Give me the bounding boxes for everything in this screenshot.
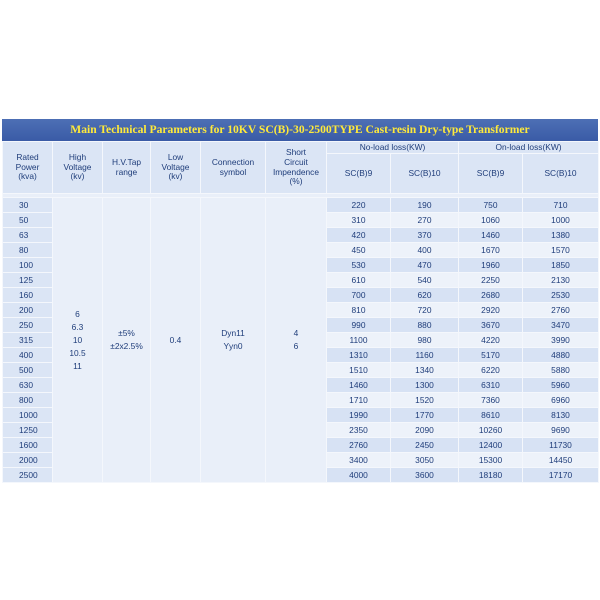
header-on-load-scb9: SC(B)9 (459, 154, 523, 194)
on-load-scb9-cell: 7360 (459, 393, 523, 408)
rated-power-cell: 1250 (3, 423, 53, 438)
on-load-scb10-cell: 4880 (523, 348, 599, 363)
rated-power-cell: 500 (3, 363, 53, 378)
header-connection-symbol: Connection symbol (201, 142, 266, 194)
no-load-scb10-cell: 270 (391, 213, 459, 228)
header-short-circuit-impedance: Short Circuit Impendence (%) (266, 142, 327, 194)
no-load-scb10-cell: 1340 (391, 363, 459, 378)
table-row (3, 198, 599, 213)
no-load-scb10-cell: 400 (391, 243, 459, 258)
on-load-scb10-cell: 9690 (523, 423, 599, 438)
on-load-scb10-cell: 2130 (523, 273, 599, 288)
header-low-voltage: Low Voltage (kv) (151, 142, 201, 194)
header-no-load-scb9: SC(B)9 (327, 154, 391, 194)
no-load-scb9-cell: 450 (327, 243, 391, 258)
no-load-scb9-cell: 610 (327, 273, 391, 288)
on-load-scb10-cell: 1570 (523, 243, 599, 258)
no-load-scb10-cell: 3600 (391, 468, 459, 483)
on-load-scb10-cell: 3990 (523, 333, 599, 348)
on-load-scb9-cell: 4220 (459, 333, 523, 348)
rated-power-cell: 400 (3, 348, 53, 363)
impedance-cell: 4 6 (266, 198, 327, 483)
no-load-scb9-cell: 220 (327, 198, 391, 213)
rated-power-cell: 200 (3, 303, 53, 318)
header-no-load-scb10: SC(B)10 (391, 154, 459, 194)
no-load-scb9-cell: 3400 (327, 453, 391, 468)
header-high-voltage: High Voltage (kv) (53, 142, 103, 194)
header-hv-tap-range: H.V.Tap range (103, 142, 151, 194)
rated-power-cell: 63 (3, 228, 53, 243)
no-load-scb10-cell: 540 (391, 273, 459, 288)
no-load-scb9-cell: 1460 (327, 378, 391, 393)
on-load-scb10-cell: 17170 (523, 468, 599, 483)
on-load-scb9-cell: 2680 (459, 288, 523, 303)
on-load-scb9-cell: 6310 (459, 378, 523, 393)
rated-power-cell: 315 (3, 333, 53, 348)
spec-sheet (2, 119, 598, 479)
no-load-scb10-cell: 3050 (391, 453, 459, 468)
no-load-scb10-cell: 880 (391, 318, 459, 333)
on-load-scb10-cell: 5960 (523, 378, 599, 393)
on-load-scb9-cell: 1670 (459, 243, 523, 258)
no-load-scb10-cell: 1160 (391, 348, 459, 363)
on-load-scb10-cell: 2530 (523, 288, 599, 303)
on-load-scb10-cell: 14450 (523, 453, 599, 468)
spec-table (2, 141, 599, 483)
table-title: Main Technical Parameters for 10KV SC(B)-30-2500TYPE Cast-resin Dry-type Transformer (2, 119, 598, 141)
on-load-scb10-cell: 3470 (523, 318, 599, 333)
rated-power-cell: 160 (3, 288, 53, 303)
rated-power-cell: 50 (3, 213, 53, 228)
rated-power-cell: 250 (3, 318, 53, 333)
rated-power-cell: 1000 (3, 408, 53, 423)
rated-power-cell: 630 (3, 378, 53, 393)
no-load-scb9-cell: 1990 (327, 408, 391, 423)
no-load-scb10-cell: 1520 (391, 393, 459, 408)
no-load-scb10-cell: 190 (391, 198, 459, 213)
on-load-scb9-cell: 1960 (459, 258, 523, 273)
low-voltage-cell: 0.4 (151, 198, 201, 483)
on-load-scb10-cell: 1000 (523, 213, 599, 228)
header-rated-power: Rated Power (kva) (3, 142, 53, 194)
header-on-load-loss: On-load loss(KW) (459, 142, 599, 154)
no-load-scb9-cell: 1510 (327, 363, 391, 378)
hv-tap-range-cell: ±5% ±2x2.5% (103, 198, 151, 483)
on-load-scb9-cell: 750 (459, 198, 523, 213)
on-load-scb9-cell: 3670 (459, 318, 523, 333)
rated-power-cell: 800 (3, 393, 53, 408)
no-load-scb10-cell: 980 (391, 333, 459, 348)
table-body (3, 194, 599, 483)
on-load-scb9-cell: 5170 (459, 348, 523, 363)
no-load-scb10-cell: 2090 (391, 423, 459, 438)
on-load-scb9-cell: 8610 (459, 408, 523, 423)
on-load-scb9-cell: 10260 (459, 423, 523, 438)
high-voltage-cell: 6 6.3 10 10.5 11 (53, 198, 103, 483)
header-on-load-scb10: SC(B)10 (523, 154, 599, 194)
rated-power-cell: 100 (3, 258, 53, 273)
on-load-scb9-cell: 1060 (459, 213, 523, 228)
on-load-scb10-cell: 1380 (523, 228, 599, 243)
rated-power-cell: 2000 (3, 453, 53, 468)
rated-power-cell: 80 (3, 243, 53, 258)
on-load-scb10-cell: 710 (523, 198, 599, 213)
no-load-scb10-cell: 2450 (391, 438, 459, 453)
no-load-scb10-cell: 470 (391, 258, 459, 273)
rated-power-cell: 2500 (3, 468, 53, 483)
on-load-scb10-cell: 6960 (523, 393, 599, 408)
on-load-scb10-cell: 11730 (523, 438, 599, 453)
no-load-scb10-cell: 370 (391, 228, 459, 243)
connection-symbol-cell: Dyn11 Yyn0 (201, 198, 266, 483)
no-load-scb9-cell: 4000 (327, 468, 391, 483)
no-load-scb9-cell: 1310 (327, 348, 391, 363)
header-no-load-loss: No-load loss(KW) (327, 142, 459, 154)
no-load-scb9-cell: 530 (327, 258, 391, 273)
no-load-scb9-cell: 2350 (327, 423, 391, 438)
no-load-scb9-cell: 810 (327, 303, 391, 318)
no-load-scb10-cell: 1300 (391, 378, 459, 393)
on-load-scb10-cell: 2760 (523, 303, 599, 318)
no-load-scb9-cell: 700 (327, 288, 391, 303)
no-load-scb9-cell: 1100 (327, 333, 391, 348)
no-load-scb10-cell: 1770 (391, 408, 459, 423)
no-load-scb9-cell: 310 (327, 213, 391, 228)
on-load-scb9-cell: 12400 (459, 438, 523, 453)
on-load-scb9-cell: 6220 (459, 363, 523, 378)
on-load-scb9-cell: 15300 (459, 453, 523, 468)
rated-power-cell: 30 (3, 198, 53, 213)
on-load-scb9-cell: 2250 (459, 273, 523, 288)
rated-power-cell: 125 (3, 273, 53, 288)
no-load-scb9-cell: 2760 (327, 438, 391, 453)
no-load-scb9-cell: 420 (327, 228, 391, 243)
no-load-scb9-cell: 990 (327, 318, 391, 333)
on-load-scb10-cell: 8130 (523, 408, 599, 423)
on-load-scb10-cell: 1850 (523, 258, 599, 273)
on-load-scb10-cell: 5880 (523, 363, 599, 378)
on-load-scb9-cell: 2920 (459, 303, 523, 318)
no-load-scb9-cell: 1710 (327, 393, 391, 408)
no-load-scb10-cell: 720 (391, 303, 459, 318)
rated-power-cell: 1600 (3, 438, 53, 453)
on-load-scb9-cell: 1460 (459, 228, 523, 243)
no-load-scb10-cell: 620 (391, 288, 459, 303)
on-load-scb9-cell: 18180 (459, 468, 523, 483)
